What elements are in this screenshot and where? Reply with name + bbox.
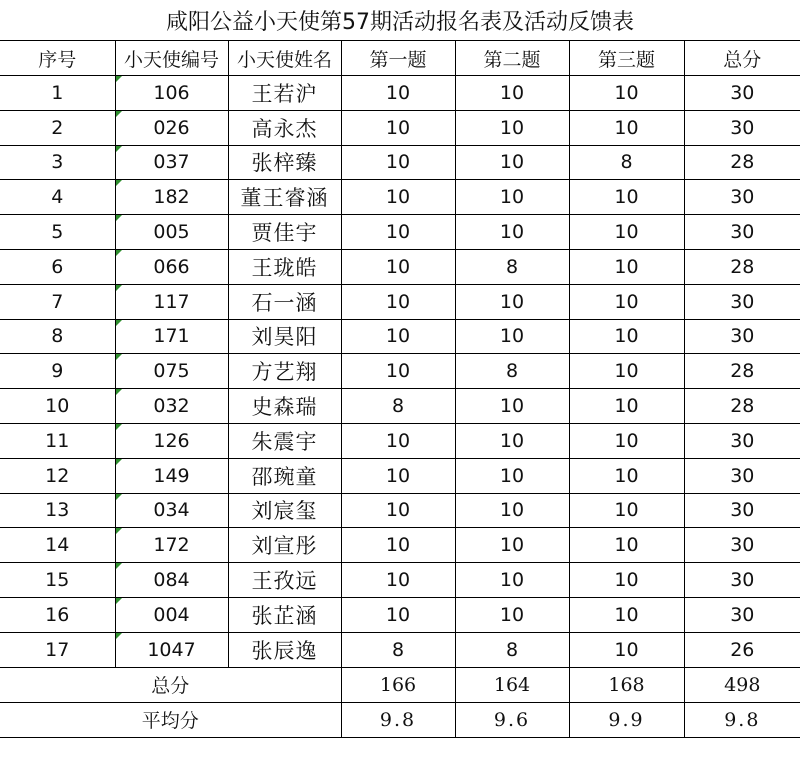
cell-total[interactable]: 28	[684, 354, 800, 389]
table-row	[0, 284, 800, 319]
average-row	[0, 702, 800, 737]
table-row	[0, 458, 800, 493]
header-name[interactable]: 小天使姓名	[228, 41, 341, 76]
cell-q2[interactable]: 10	[455, 389, 569, 424]
cell-id[interactable]: 172	[115, 528, 228, 563]
cell-id[interactable]: 005	[115, 215, 228, 250]
cell-name[interactable]: 刘宣彤	[228, 528, 341, 563]
cell-name[interactable]: 高永杰	[228, 110, 341, 145]
cell-total[interactable]: 30	[684, 284, 800, 319]
cell-q1[interactable]: 10	[341, 76, 455, 111]
cell-q3[interactable]: 10	[569, 493, 684, 528]
cell-q3[interactable]: 10	[569, 423, 684, 458]
cell-q1[interactable]: 10	[341, 493, 455, 528]
cell-q3[interactable]: 10	[569, 597, 684, 632]
cell-q1[interactable]: 10	[341, 458, 455, 493]
cell-id[interactable]: 084	[115, 563, 228, 598]
cell-id[interactable]: 026	[115, 110, 228, 145]
cell-q2[interactable]: 10	[455, 423, 569, 458]
cell-name[interactable]: 刘昊阳	[228, 319, 341, 354]
cell-id[interactable]: 117	[115, 284, 228, 319]
cell-id[interactable]: 182	[115, 180, 228, 215]
cell-no[interactable]: 16	[0, 597, 115, 632]
cell-name[interactable]: 刘宸玺	[228, 493, 341, 528]
table-row	[0, 389, 800, 424]
cell-no[interactable]: 15	[0, 563, 115, 598]
total-label[interactable]: 总分	[0, 667, 341, 702]
cell-q1[interactable]: 10	[341, 215, 455, 250]
cell-id[interactable]: 1047	[115, 632, 228, 667]
cell-q2[interactable]: 10	[455, 284, 569, 319]
cell-no[interactable]: 13	[0, 493, 115, 528]
cell-total[interactable]: 28	[684, 249, 800, 284]
header-total[interactable]: 总分	[684, 41, 800, 76]
cell-name[interactable]: 董王睿涵	[228, 180, 341, 215]
total-q3[interactable]: 168	[569, 667, 684, 702]
average-label[interactable]: 平均分	[0, 702, 341, 737]
cell-no[interactable]: 5	[0, 215, 115, 250]
cell-q3[interactable]: 10	[569, 319, 684, 354]
header-q3[interactable]: 第三题	[569, 41, 684, 76]
cell-q2[interactable]: 10	[455, 458, 569, 493]
cell-id[interactable]: 037	[115, 145, 228, 180]
total-row	[0, 667, 800, 702]
cell-name[interactable]: 方艺翔	[228, 354, 341, 389]
table-row	[0, 249, 800, 284]
cell-id[interactable]: 004	[115, 597, 228, 632]
cell-q2[interactable]: 10	[455, 563, 569, 598]
title-row	[0, 0, 800, 41]
cell-no[interactable]: 12	[0, 458, 115, 493]
cell-q1[interactable]: 8	[341, 632, 455, 667]
cell-name[interactable]: 朱震宇	[228, 423, 341, 458]
cell-q1[interactable]: 10	[341, 110, 455, 145]
cell-q1[interactable]: 10	[341, 597, 455, 632]
cell-id[interactable]: 034	[115, 493, 228, 528]
cell-total[interactable]: 30	[684, 528, 800, 563]
cell-no[interactable]: 14	[0, 528, 115, 563]
cell-q3[interactable]: 10	[569, 563, 684, 598]
table-row	[0, 180, 800, 215]
table-row	[0, 110, 800, 145]
cell-name[interactable]: 王若沪	[228, 76, 341, 111]
cell-q3[interactable]: 10	[569, 284, 684, 319]
cell-q3[interactable]: 8	[569, 145, 684, 180]
cell-name[interactable]: 史森瑞	[228, 389, 341, 424]
cell-no[interactable]: 1	[0, 76, 115, 111]
cell-q3[interactable]: 10	[569, 458, 684, 493]
cell-total[interactable]: 30	[684, 76, 800, 111]
cell-name[interactable]: 石一涵	[228, 284, 341, 319]
table-row	[0, 354, 800, 389]
cell-id[interactable]: 106	[115, 76, 228, 111]
cell-q2[interactable]: 10	[455, 215, 569, 250]
cell-total[interactable]: 30	[684, 458, 800, 493]
cell-id[interactable]: 126	[115, 423, 228, 458]
cell-q1[interactable]: 8	[341, 389, 455, 424]
cell-total[interactable]: 30	[684, 493, 800, 528]
cell-q3[interactable]: 10	[569, 528, 684, 563]
cell-total[interactable]: 26	[684, 632, 800, 667]
cell-q3[interactable]: 10	[569, 354, 684, 389]
table-row	[0, 319, 800, 354]
cell-q2[interactable]: 10	[455, 493, 569, 528]
average-q3[interactable]: 9.9	[569, 702, 684, 737]
cell-id[interactable]: 171	[115, 319, 228, 354]
table-row	[0, 76, 800, 111]
cell-q2[interactable]: 10	[455, 145, 569, 180]
total-all[interactable]: 498	[684, 667, 800, 702]
table-row	[0, 597, 800, 632]
cell-q3[interactable]: 10	[569, 249, 684, 284]
cell-no[interactable]: 11	[0, 423, 115, 458]
cell-id[interactable]: 149	[115, 458, 228, 493]
total-q2[interactable]: 164	[455, 667, 569, 702]
cell-q2[interactable]: 10	[455, 597, 569, 632]
cell-no[interactable]: 3	[0, 145, 115, 180]
header-q2[interactable]: 第二题	[455, 41, 569, 76]
average-q1[interactable]: 9.8	[341, 702, 455, 737]
table-row	[0, 493, 800, 528]
table-row	[0, 632, 800, 667]
total-q1[interactable]: 166	[341, 667, 455, 702]
header-row	[0, 41, 800, 76]
cell-q1[interactable]: 10	[341, 319, 455, 354]
cell-name[interactable]: 王孜远	[228, 563, 341, 598]
cell-no[interactable]: 17	[0, 632, 115, 667]
cell-q3[interactable]: 10	[569, 110, 684, 145]
cell-q1[interactable]: 10	[341, 563, 455, 598]
cell-total[interactable]: 30	[684, 563, 800, 598]
cell-q3[interactable]: 10	[569, 215, 684, 250]
header-id[interactable]: 小天使编号	[115, 41, 228, 76]
cell-q1[interactable]: 10	[341, 284, 455, 319]
table-row	[0, 423, 800, 458]
cell-q2[interactable]: 10	[455, 319, 569, 354]
cell-name[interactable]: 王珑皓	[228, 249, 341, 284]
cell-q1[interactable]: 10	[341, 249, 455, 284]
cell-q2[interactable]: 10	[455, 110, 569, 145]
cell-q2[interactable]: 8	[455, 249, 569, 284]
average-all[interactable]: 9.8	[684, 702, 800, 737]
table-row	[0, 563, 800, 598]
cell-total[interactable]: 28	[684, 145, 800, 180]
cell-total[interactable]: 30	[684, 319, 800, 354]
sheet-title[interactable]: 咸阳公益小天使第57期活动报名表及活动反馈表	[0, 0, 800, 41]
table-row	[0, 145, 800, 180]
cell-total[interactable]: 30	[684, 215, 800, 250]
cell-total[interactable]: 30	[684, 110, 800, 145]
cell-q2[interactable]: 8	[455, 354, 569, 389]
cell-no[interactable]: 2	[0, 110, 115, 145]
cell-q1[interactable]: 10	[341, 423, 455, 458]
cell-q2[interactable]: 10	[455, 180, 569, 215]
cell-no[interactable]: 9	[0, 354, 115, 389]
average-q2[interactable]: 9.6	[455, 702, 569, 737]
cell-q3[interactable]: 10	[569, 632, 684, 667]
cell-name[interactable]: 张辰逸	[228, 632, 341, 667]
cell-no[interactable]: 6	[0, 249, 115, 284]
cell-q3[interactable]: 10	[569, 389, 684, 424]
cell-name[interactable]: 贾佳宇	[228, 215, 341, 250]
cell-q2[interactable]: 8	[455, 632, 569, 667]
cell-total[interactable]: 30	[684, 180, 800, 215]
cell-q1[interactable]: 10	[341, 354, 455, 389]
cell-total[interactable]: 30	[684, 597, 800, 632]
cell-id[interactable]: 032	[115, 389, 228, 424]
cell-no[interactable]: 8	[0, 319, 115, 354]
cell-q1[interactable]: 10	[341, 180, 455, 215]
cell-no[interactable]: 7	[0, 284, 115, 319]
cell-id[interactable]: 066	[115, 249, 228, 284]
cell-q3[interactable]: 10	[569, 180, 684, 215]
cell-no[interactable]: 4	[0, 180, 115, 215]
cell-name[interactable]: 邵琬童	[228, 458, 341, 493]
cell-total[interactable]: 30	[684, 423, 800, 458]
cell-no[interactable]: 10	[0, 389, 115, 424]
cell-name[interactable]: 张芷涵	[228, 597, 341, 632]
cell-total[interactable]: 28	[684, 389, 800, 424]
table-row	[0, 215, 800, 250]
cell-q1[interactable]: 10	[341, 145, 455, 180]
table-row	[0, 528, 800, 563]
header-no[interactable]: 序号	[0, 41, 115, 76]
cell-q1[interactable]: 10	[341, 528, 455, 563]
cell-id[interactable]: 075	[115, 354, 228, 389]
cell-q3[interactable]: 10	[569, 76, 684, 111]
header-q1[interactable]: 第一题	[341, 41, 455, 76]
cell-q2[interactable]: 10	[455, 528, 569, 563]
cell-q2[interactable]: 10	[455, 76, 569, 111]
cell-name[interactable]: 张梓臻	[228, 145, 341, 180]
